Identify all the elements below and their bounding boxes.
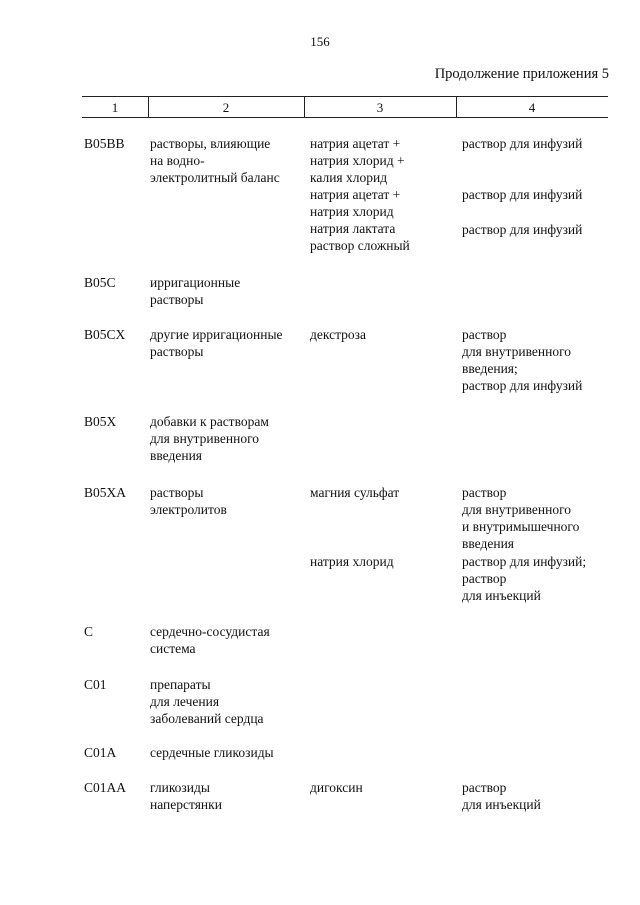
dosage-form: раствор для инъекций [462, 780, 541, 812]
dosage-form: раствор для инфузий; раствор для инъекций [462, 554, 587, 603]
table-header-bottom-line [82, 117, 608, 118]
atc-code: C01AA [84, 780, 127, 795]
group-name: гликозиды наперстянки [150, 780, 222, 812]
atc-code: B05XA [84, 485, 127, 500]
dosage-form: раствор для инфузий [462, 136, 583, 151]
group-name: сердечные гликозиды [150, 745, 274, 760]
atc-code: B05CX [84, 327, 126, 342]
page-number: 156 [310, 34, 330, 49]
group-name: сердечно-сосудистая система [150, 624, 270, 656]
atc-code: B05BB [84, 136, 125, 151]
group-name: ирригационные растворы [150, 275, 241, 307]
column-header-3: 3 [376, 100, 384, 115]
substance-name: натрия хлорид [310, 554, 394, 569]
group-name: растворы, влияющие на водно- электролитный баланс [150, 136, 280, 185]
group-name: препараты для лечения заболеваний сердца [150, 677, 264, 726]
atc-code: C01 [84, 677, 107, 692]
atc-code: B05X [84, 414, 117, 429]
substance-name: натрия ацетат + натрия хлорид + калия хлорид натрия ацетат + натрия хлорид натрия лактата раствор сложный [310, 136, 410, 253]
atc-code: C01A [84, 745, 117, 760]
group-name: другие ирригационные растворы [150, 327, 283, 359]
group-name: добавки к растворам для внутривенного введения [150, 414, 269, 463]
atc-code: B05C [84, 275, 116, 290]
continuation-label: Продолжение приложения 5 [434, 66, 609, 82]
column-header-4: 4 [528, 100, 536, 115]
substance-name: декстроза [310, 327, 366, 342]
substance-name: магния сульфат [310, 485, 400, 500]
dosage-form: раствор для инфузий [462, 187, 583, 202]
atc-code: C [84, 624, 94, 639]
dosage-form: раствор для инфузий [462, 222, 583, 237]
group-name: растворы электролитов [150, 485, 227, 517]
dosage-form: раствор для внутривенного введения; раствор для инфузий [462, 327, 583, 393]
dosage-form: раствор для внутривенного и внутримышечного введения [462, 485, 580, 551]
column-header-1: 1 [111, 100, 119, 115]
column-header-2: 2 [222, 100, 230, 115]
table-header-top-line [82, 96, 608, 97]
substance-name: дигоксин [310, 780, 363, 795]
